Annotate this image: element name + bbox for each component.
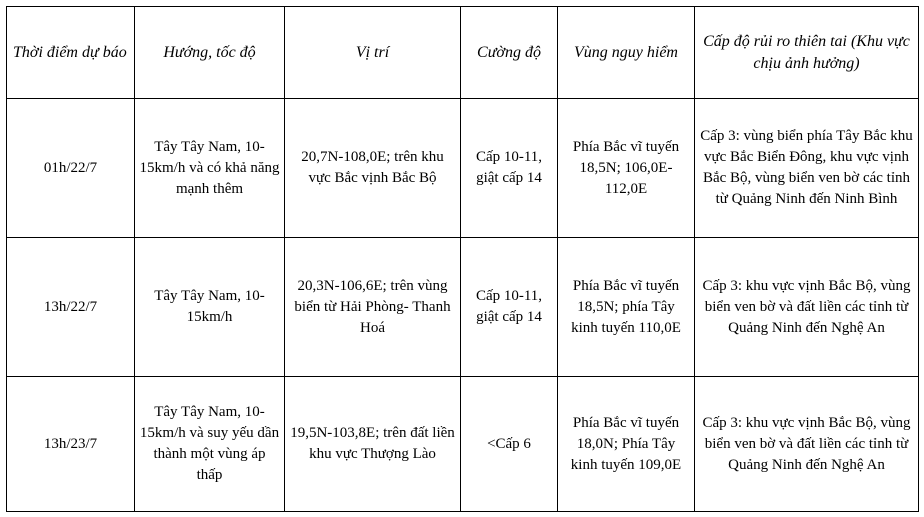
cell-time: 13h/22/7 — [7, 238, 135, 377]
table-row — [7, 238, 919, 377]
cell-danger-zone: Phía Bắc vĩ tuyến 18,5N; phía Tây kinh tuyến 110,0E — [558, 238, 695, 377]
table-row — [7, 99, 919, 238]
cell-position: 20,3N-106,6E; trên vùng biển từ Hải Phòng- Thanh Hoá — [285, 238, 461, 377]
table-row — [7, 377, 919, 512]
cell-danger-zone: Phía Bắc vĩ tuyến 18,5N; 106,0E-112,0E — [558, 99, 695, 238]
cell-danger-zone: Phía Bắc vĩ tuyến 18,0N; Phía Tây kinh tuyến 109,0E — [558, 377, 695, 512]
cell-direction-speed: Tây Tây Nam, 10-15km/h và suy yếu dần thành một vùng áp thấp — [135, 377, 285, 512]
header-position: Vị trí — [285, 7, 461, 99]
cell-risk-level: Cấp 3: khu vực vịnh Bắc Bộ, vùng biển ven bờ và đất liền các tỉnh từ Quảng Ninh đến Nghệ An — [695, 377, 919, 512]
cell-intensity: Cấp 10-11, giật cấp 14 — [461, 238, 558, 377]
cell-time: 13h/23/7 — [7, 377, 135, 512]
header-risk-level: Cấp độ rủi ro thiên tai (Khu vực chịu ảnh hưởng) — [695, 7, 919, 99]
cell-direction-speed: Tây Tây Nam, 10-15km/h — [135, 238, 285, 377]
cell-position: 20,7N-108,0E; trên khu vực Bắc vịnh Bắc Bộ — [285, 99, 461, 238]
header-danger-zone: Vùng nguy hiểm — [558, 7, 695, 99]
cell-risk-level: Cấp 3: vùng biển phía Tây Bắc khu vực Bắc Biển Đông, khu vực vịnh Bắc Bộ, vùng biển ven bờ các tỉnh từ Quảng Ninh đến Ninh Bình — [695, 99, 919, 238]
table-header-row — [7, 7, 919, 99]
header-direction-speed: Hướng, tốc độ — [135, 7, 285, 99]
cell-position: 19,5N-103,8E; trên đất liền khu vực Thượng Lào — [285, 377, 461, 512]
cell-intensity: <Cấp 6 — [461, 377, 558, 512]
storm-forecast-table — [6, 6, 919, 512]
cell-time: 01h/22/7 — [7, 99, 135, 238]
cell-intensity: Cấp 10-11, giật cấp 14 — [461, 99, 558, 238]
cell-direction-speed: Tây Tây Nam, 10-15km/h và có khả năng mạnh thêm — [135, 99, 285, 238]
header-time: Thời điểm dự báo — [7, 7, 135, 99]
header-intensity: Cường độ — [461, 7, 558, 99]
cell-risk-level: Cấp 3: khu vực vịnh Bắc Bộ, vùng biển ven bờ và đất liền các tỉnh từ Quảng Ninh đến Nghệ An — [695, 238, 919, 377]
